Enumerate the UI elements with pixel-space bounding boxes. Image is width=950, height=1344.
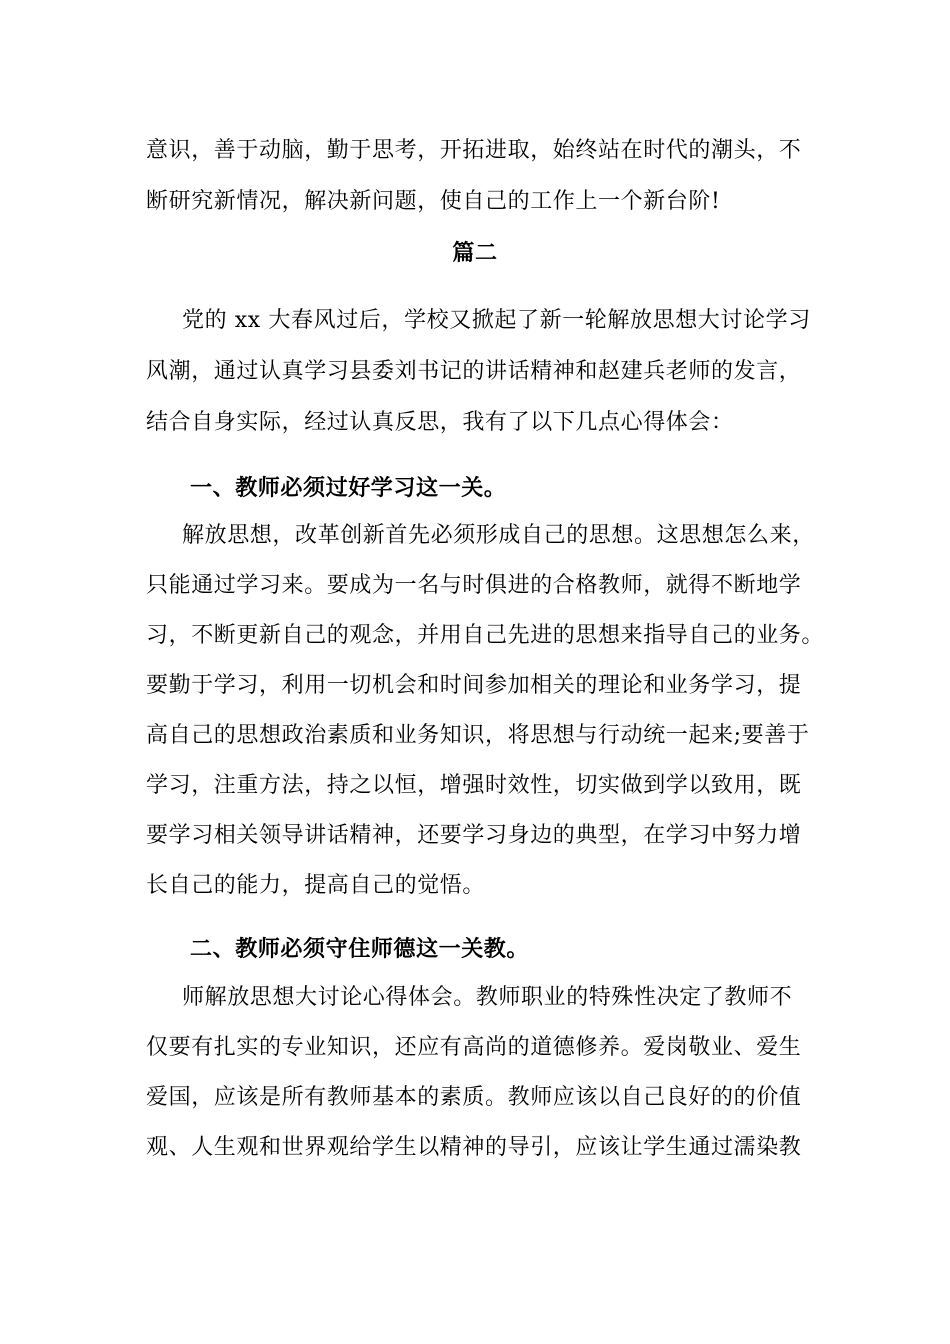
intro-line-3: 结合自身实际，经过认真反思，我有了以下几点心得体会：	[146, 410, 734, 435]
paragraph-two-line-1: 师解放思想大讨论心得体会。教师职业的特殊性决定了教师不	[182, 985, 793, 1010]
intro-line-1: 党的 xx 大春风过后，学校又掀起了新一轮解放思想大讨论学习	[182, 308, 811, 333]
paragraph-one-line-6: 学习，注重方法，持之以恒，增强时效性，切实做到学以致用，既	[146, 773, 802, 798]
paragraph-one-line-1: 解放思想，改革创新首先必须形成自己的思想。这思想怎么来，	[182, 523, 815, 548]
paragraph-one-line-7: 要学习相关领导讲话精神，还要学习身边的典型，在学习中努力增	[146, 823, 802, 848]
intro-line-2: 风潮，通过认真学习县委刘书记的讲话精神和赵建兵老师的发言，	[146, 359, 802, 384]
prev-section-line-1: 意识，善于动脑，勤于思考，开拓进取，始终站在时代的潮头，不	[146, 138, 802, 163]
section-title: 篇二	[452, 240, 498, 266]
paragraph-one-line-3: 习，不断更新自己的观念，并用自己先进的思想来指导自己的业务。	[146, 623, 825, 648]
paragraph-one-line-5: 高自己的思想政治素质和业务知识，将思想与行动统一起来;要善于	[146, 723, 810, 748]
paragraph-one-line-4: 要勤于学习，利用一切机会和时间参加相关的理论和业务学习，提	[146, 673, 802, 698]
paragraph-two-line-4: 观、人生观和世界观给学生以精神的导引，应该让学生通过濡染教	[146, 1135, 802, 1160]
prev-section-line-2: 断研究新情况，解决新问题，使自己的工作上一个新台阶!	[146, 189, 721, 214]
paragraph-two-line-3: 爱国，应该是所有教师基本的素质。教师应该以自己良好的的价值	[146, 1085, 802, 1110]
paragraph-one-line-2: 只能通过学习来。要成为一名与时俱进的合格教师，就得不断地学	[146, 573, 802, 598]
heading-one: 一、教师必须过好学习这一关。	[190, 475, 507, 501]
heading-two: 二、教师必须守住师德这一关教。	[190, 936, 530, 962]
paragraph-two-line-2: 仅要有扎实的专业知识，还应有高尚的道德修养。爱岗敬业、爱生	[146, 1035, 802, 1060]
paragraph-one-line-8: 长自己的能力，提高自己的觉悟。	[146, 873, 486, 898]
